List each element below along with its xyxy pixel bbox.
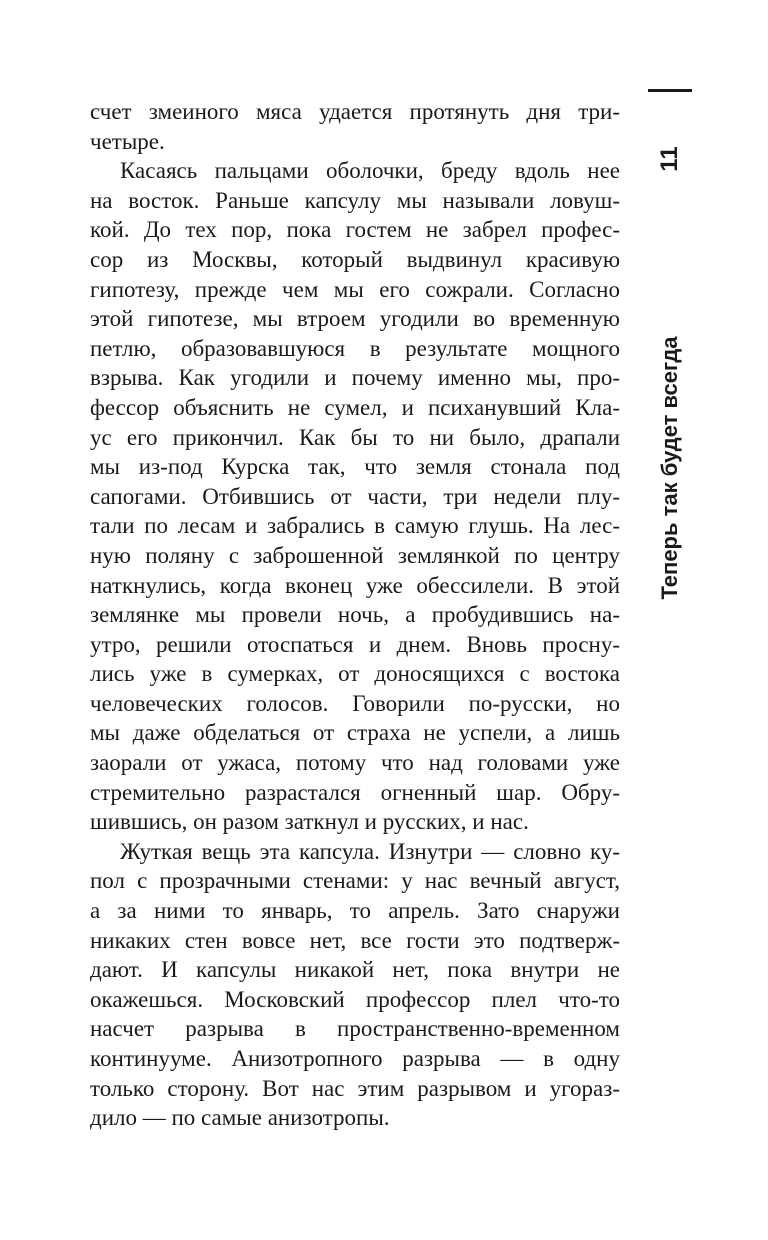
text-line: насчет разрыва в пространственно-временном	[90, 1016, 620, 1042]
text-line: гипотезу, прежде чем мы его сожрали. Согласно	[90, 276, 620, 302]
text-line: сапогами. Отбившись от части, три недели плу-	[90, 483, 620, 509]
body-text	[90, 97, 620, 1133]
text-line: шившись, он разом заткнул и русских, и нас.	[90, 809, 529, 835]
text-line: мы из-под Курска так, что земля стонала под	[90, 454, 620, 480]
book-title: Теперь так будет всегда	[657, 336, 682, 600]
text-line: тали по лесам и забрались в самую глушь. На лес-	[90, 513, 620, 539]
text-line: заорали от ужаса, потому что над головами уже	[90, 750, 620, 776]
text-line: этой гипотезе, мы втроем угодили во временную	[90, 306, 620, 332]
text-line: наткнулись, когда вконец уже обессилели. В этой	[90, 572, 620, 598]
text-line: сор из Москвы, который выдвинул красивую	[90, 246, 620, 272]
text-line: дают. И капсулы никакой нет, пока внутри не	[90, 957, 620, 983]
text-line: стремительно разрастался огненный шар. Обру-	[90, 779, 620, 805]
text-line: окажешься. Московский профессор плел что-то	[90, 986, 620, 1012]
text-line: континууме. Анизотропного разрыва — в одну	[90, 1046, 620, 1071]
text-line: петлю, образовавшуюся в результате мощного	[90, 335, 620, 361]
text-line: взрыва. Как угодили и почему именно мы, про-	[90, 365, 620, 391]
text-line: кой. До тех пор, пока гостем не забрел профес-	[90, 217, 620, 243]
text-line: Жуткая вещь эта капсула. Изнутри — словно ку-	[120, 838, 620, 864]
text-line: пол с прозрачными стенами: у нас вечный август,	[90, 868, 620, 894]
text-line: фессор объяснить не сумел, и психанувший Кла-	[90, 394, 620, 420]
text-line: дило — по самые анизотропы.	[90, 1105, 390, 1131]
page-number: 11	[656, 146, 683, 172]
header-rule	[648, 89, 692, 92]
text-line: мы даже обделаться от страха не успели, а лишь	[90, 720, 620, 746]
text-line: ус его прикончил. Как бы то ни было, драпали	[90, 424, 620, 450]
text-line: утро, решили отоспаться и днем. Вновь просну-	[90, 631, 620, 657]
text-line: никаких стен вовсе нет, все гости это подтверж-	[90, 927, 620, 953]
text-line: землянке мы провели ночь, а пробудившись на-	[90, 602, 620, 628]
running-head	[648, 85, 692, 605]
text-line: четыре.	[90, 128, 165, 154]
text-line: счет змеиного мяса удается протянуть дня три-	[90, 99, 620, 124]
text-line: на восток. Раньше капсулу мы называли ловуш-	[90, 187, 620, 213]
text-line: человеческих голосов. Говорили по-русски, но	[90, 690, 620, 716]
text-line: только сторону. Вот нас этим разрывом и угораз-	[90, 1075, 620, 1101]
text-line: лись уже в сумерках, от доносящихся с востока	[90, 661, 620, 687]
text-line: а за ними то январь, то апрель. Зато снаружи	[90, 898, 620, 924]
text-line: ную поляну с заброшенной землянкой по центру	[90, 542, 620, 568]
text-line: Касаясь пальцами оболочки, бреду вдоль нее	[120, 158, 620, 184]
